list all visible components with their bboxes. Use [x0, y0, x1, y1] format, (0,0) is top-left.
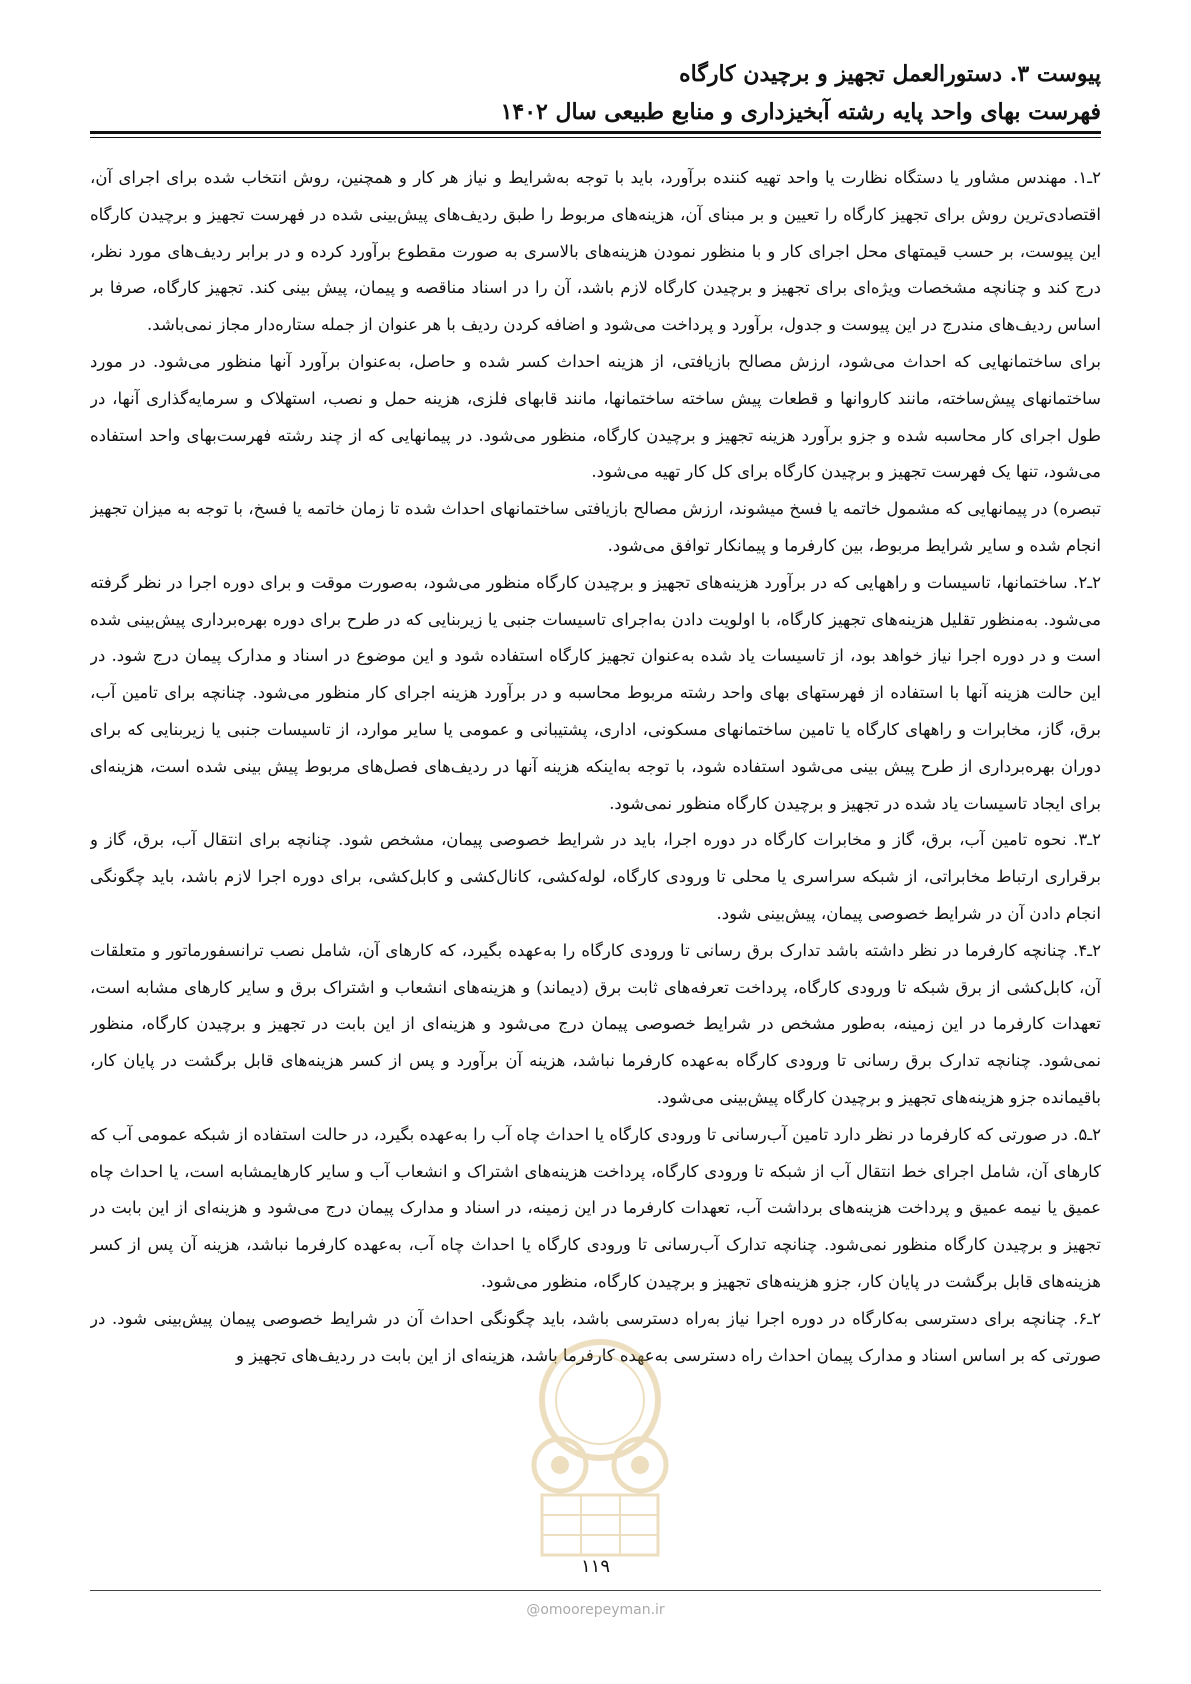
site-watermark-text: @omoorepeyman.ir — [526, 1602, 665, 1618]
page-number: ۱۱۹ — [580, 1556, 610, 1577]
footer-rule — [90, 1590, 1101, 1591]
header-rule-thick — [90, 131, 1101, 134]
paragraph-2-2: ۲ـ۲. ساختمانها، تاسیسات و راههایی که در برآورد هزینه‌های تجهیز و برچیدن کارگاه منظور می‌شود، به‌صورت موقت و برای دوره اجرا در نظر گرفته می‌شود. به‌منظور تقلیل هزینه‌های تجهیز کارگاه، با اولویت دادن به‌اجرای تاسیسات جنبی یا زیربنایی که در طرح برای دوره بهره‌برداری پیش‌بینی شده است و در دوره اجرا نیاز خواهد بود، از تاسیسات یاد شده به‌عنوان تجهیز کارگاه استفاده شود و این موضوع در اسناد و مدارک پیمان درج شود. در این حالت هزینه آنها با استفاده از فهرستهای بهای واحد رشته مربوط محاسبه و در برآورد هزینه اجرای کار منظور می‌شود. چنانچه برای تامین آب، برق، گاز، مخابرات و راههای کارگاه یا تامین ساختمانهای مسکونی، اداری، پشتیبانی و عمومی یا سایر موارد، از تاسیسات جنبی یا زیربنایی که برای دوران بهره‌برداری از طرح پیش بینی می‌شود استفاده شود، با توجه به‌اینکه هزینه آنها در ردیف‌های فصل‌های مربوط پیش بینی شده است، هزینه‌ای برای ایجاد تاسیسات یاد شده در تجهیز و برچیدن کارگاه منظور نمی‌شود. — [90, 572, 1101, 813]
header-title-pricelist: فهرست بهای واحد پایه رشته آبخیزداری و منابع طبیعی سال ۱۴۰۲ — [500, 99, 1101, 125]
page-header — [90, 55, 1101, 131]
header-rule-thin — [90, 137, 1101, 138]
paragraph-2-4: ۲ـ۴. چنانچه کارفرما در نظر داشته باشد تدارک برق رسانی تا ورودی کارگاه را به‌عهده بگیرد، که کارهای آن، شامل نصب ترانسفورماتور و متعلقات آن، کابل‌کشی از برق شبکه تا ورودی کارگاه، پرداخت تعرفه‌های ثابت برق (دیماند) و هزینه‌های انشعاب و اشتراک برق و سایر کارهای مشابه است، تعهدات کارفرما در این زمینه، به‌طور مشخص در شرایط خصوصی پیمان درج می‌شود و هزینه‌ای از این بابت در تجهیز و برچیدن کارگاه، منظور نمی‌شود. چنانچه تدارک برق رسانی تا ورودی کارگاه به‌عهده کارفرما نباشد، هزینه آن برآورد و پس از کسر هزینه‌های قابل برگشت در پایان کار، باقیمانده جزو هزینه‌های تجهیز و برچیدن کارگاه پیش‌بینی می‌شود. — [90, 940, 1101, 1107]
header-title-appendix: پیوست ۳. دستورالعمل تجهیز و برچیدن کارگاه — [679, 61, 1101, 87]
paragraph-2-1: ۲ـ۱. مهندس مشاور یا دستگاه نظارت یا واحد تهیه کننده برآورد، باید با توجه به‌شرایط و نیاز هر کار و همچنین، روش انتخاب شده برای اجرای آن، اقتصادی‌ترین روش برای تجهیز کارگاه را تعیین و بر مبنای آن، هزینه‌های مربوط را طبق ردیف‌های پیش‌بینی شده در فهرست تجهیز و برچیدن کارگاه این پیوست، بر حسب قیمتهای محل اجرای کار و با منظور نمودن هزینه‌های بالاسری به صورت مقطوع برآورد کرده و در برابر ردیف‌های مورد نظر، درج کند و چنانچه مشخصات ویژه‌ای برای تجهیز و برچیدن کارگاه لازم باشد، آن را در اسناد مناقصه و پیمان، پیش بینی کند. تجهیز کارگاه، صرفا بر اساس ردیف‌های مندرج در این پیوست و جدول، برآورد و پرداخت می‌شود و اضافه کردن ردیف با هر عنوان از جمله ستاره‌دار مجاز نمی‌باشد. — [90, 168, 1101, 335]
paragraph-buildings: برای ساختمانهایی که احداث می‌شود، ارزش مصالح بازیافتی، از هزینه احداث کسر شده و حاصل، به‌عنوان برآورد آنها منظور می‌شود. در مورد ساختمانهای پیش‌ساخته، مانند کاروانها و قطعات پیش ساخته ساختمانها، مانند قابهای فلزی، هزینه حمل و نصب، استهلاک و سرمایه‌گذاری آنها، در طول اجرای کار محاسبه شده و جزو برآورد هزینه تجهیز و برچیدن کارگاه، منظور می‌شود. در پیمانهایی که از چند رشته فهرست‌بهای واحد استفاده می‌شود، تنها یک فهرست تجهیز و برچیدن کارگاه برای کل کار تهیه می‌شود. — [90, 351, 1101, 482]
paragraph-2-6: ۲ـ۶. چنانچه برای دسترسی به‌کارگاه در دوره اجرا نیاز به‌راه دسترسی باشد، باید چگونگی احداث آن در شرایط خصوصی پیمان پیش‌بینی شود. در صورتی که بر اساس اسناد و مدارک پیمان احداث راه دسترسی به‌عهده کارفرما باشد، هزینه‌ای از این بابت در ردیف‌های تجهیز و — [90, 1308, 1101, 1365]
paragraph-2-5: ۲ـ۵. در صورتی که کارفرما در نظر دارد تامین آب‌رسانی تا ورودی کارگاه یا احداث چاه آب را به‌عهده بگیرد، در حالت استفاده از شبکه عمومی آب که کارهای آن، شامل اجرای خط انتقال آب از شبکه تا ورودی کارگاه، پرداخت هزینه‌های اشتراک و انشعاب آب و سایر کارهایمشابه است، یا احداث چاه عمیق یا نیمه عمیق و پرداخت هزینه‌های برداشت آب، تعهدات کارفرما در این زمینه، در اسناد و مدارک پیمان درج می‌شود و هزینه‌ای از این بابت در تجهیز و برچیدن کارگاه منظور نمی‌شود. چنانچه تدارک آب‌رسانی تا ورودی کارگاه یا احداث چاه آب، به‌عهده کارفرما نباشد، هزینه آن پس از کسر هزینه‌های قابل برگشت در پایان کار، جزو هزینه‌های تجهیز و برچیدن کارگاه، منظور می‌شود. — [90, 1124, 1101, 1291]
paragraph-note: تبصره) در پیمانهایی که مشمول خاتمه یا فسخ میشوند، ارزش مصالح بازیافتی ساختمانهای احداث شده تا زمان خاتمه یا فسخ، با توجه به میزان تجهیز انجام شده و سایر شرایط مربوط، بین کارفرما و پیمانکار توافق می‌شود. — [90, 499, 1101, 555]
paragraph-2-3: ۲ـ۳. نحوه تامین آب، برق، گاز و مخابرات کارگاه در دوره اجرا، باید در شرایط خصوصی پیمان، مشخص شود. چنانچه برای انتقال آب، برق، گاز و برقراری ارتباط مخابراتی، از شبکه سراسری یا محلی تا ورودی کارگاه، لوله‌کشی، کانال‌کشی و کابل‌کشی، برای دوره اجرا لازم باشد، باید چگونگی انجام دادن آن در شرایط خصوصی پیمان، پیش‌بینی شود. — [90, 830, 1101, 923]
seal-logo-icon — [490, 1330, 710, 1570]
